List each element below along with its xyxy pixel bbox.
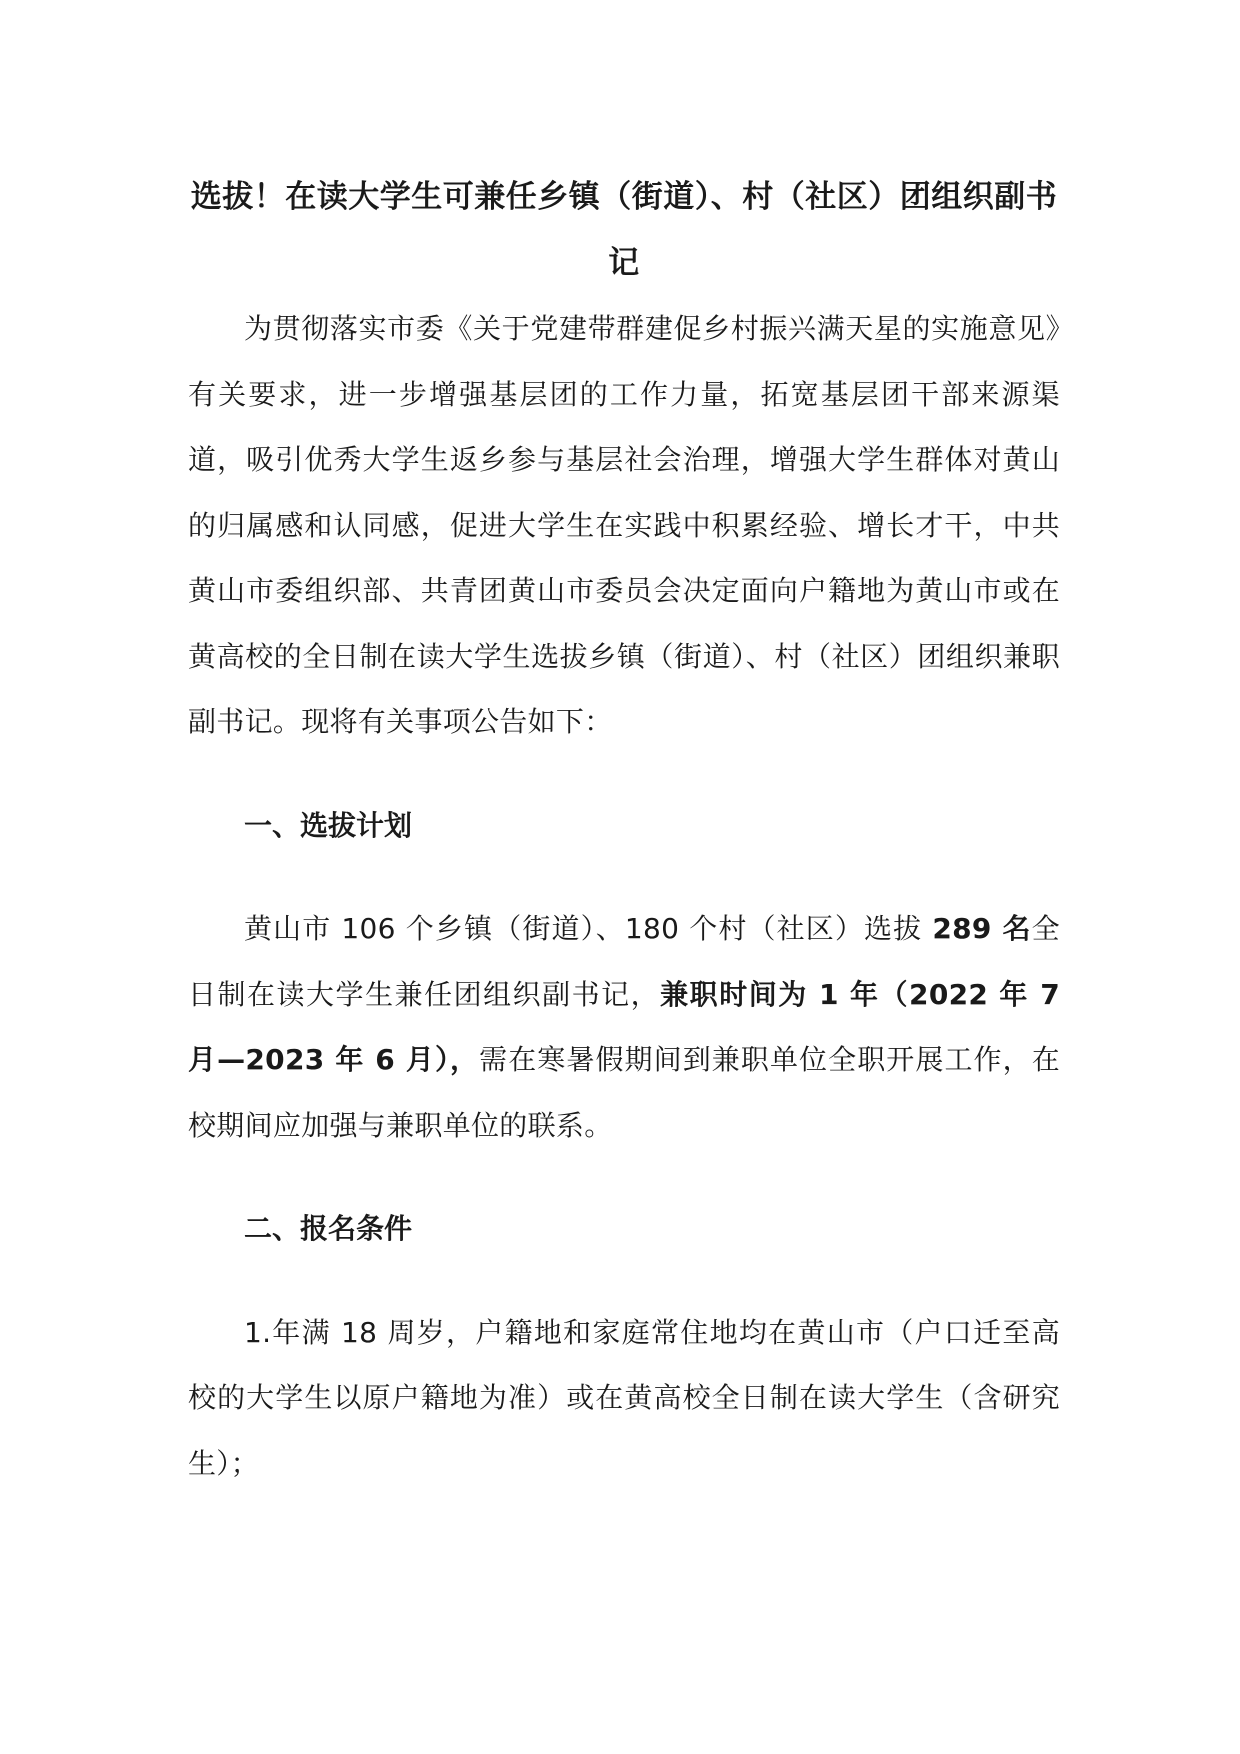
section-heading-conditions: 二、报名条件 bbox=[244, 1212, 413, 1245]
spacer bbox=[188, 755, 1060, 793]
plan-count-emphasis: 289 名 bbox=[932, 912, 1032, 945]
spacer bbox=[188, 858, 1060, 896]
plan-term-emphasis: 兼职时间为 1 年（2022 年 7 月—2023 年 6 月）， bbox=[188, 977, 1060, 1076]
plan-text-1: 黄山市 106 个乡镇（街道）、180 个村（社区）选拔 bbox=[244, 912, 933, 945]
plan-text-2: 全日制在读大学生兼任团组织副书记， bbox=[188, 912, 1060, 1011]
spacer bbox=[188, 1158, 1060, 1196]
plan-paragraph bbox=[188, 896, 1060, 1158]
plan-text-3: 需在寒暑假期间到兼职单位全职开展工作，在校期间应加强与兼职单位的联系。 bbox=[188, 1043, 1060, 1142]
section-heading-plan: 一、选拔计划 bbox=[244, 808, 413, 842]
condition-item-1: 1.年满 18 周岁，户籍地和家庭常住地均在黄山市（户口迁至高校的大学生以原户籍地为准）或在黄高校全日制在读大学生（含研究生）； bbox=[188, 1315, 1060, 1480]
spacer bbox=[188, 1262, 1060, 1300]
document-title: 选拔！在读大学生可兼任乡镇（街道）、村（社区）团组织副书记 bbox=[190, 179, 1058, 281]
intro-paragraph: 为贯彻落实市委《关于党建带群建促乡村振兴满天星的实施意见》有关要求，进一步增强基层团的工作力量，拓宽基层团干部来源渠道，吸引优秀大学生返乡参与基层社会治理，增强大学生群体对黄山的归属感和认同感，促进大学生在实践中积累经验、增长才干，中共黄山市委组织部、共青团黄山市委员会决定面向户籍地为黄山市或在黄高校的全日制在读大学生选拔乡镇（街道）、村（社区）团组织兼职副书记。现将有关事项公告如下： bbox=[188, 312, 1060, 738]
